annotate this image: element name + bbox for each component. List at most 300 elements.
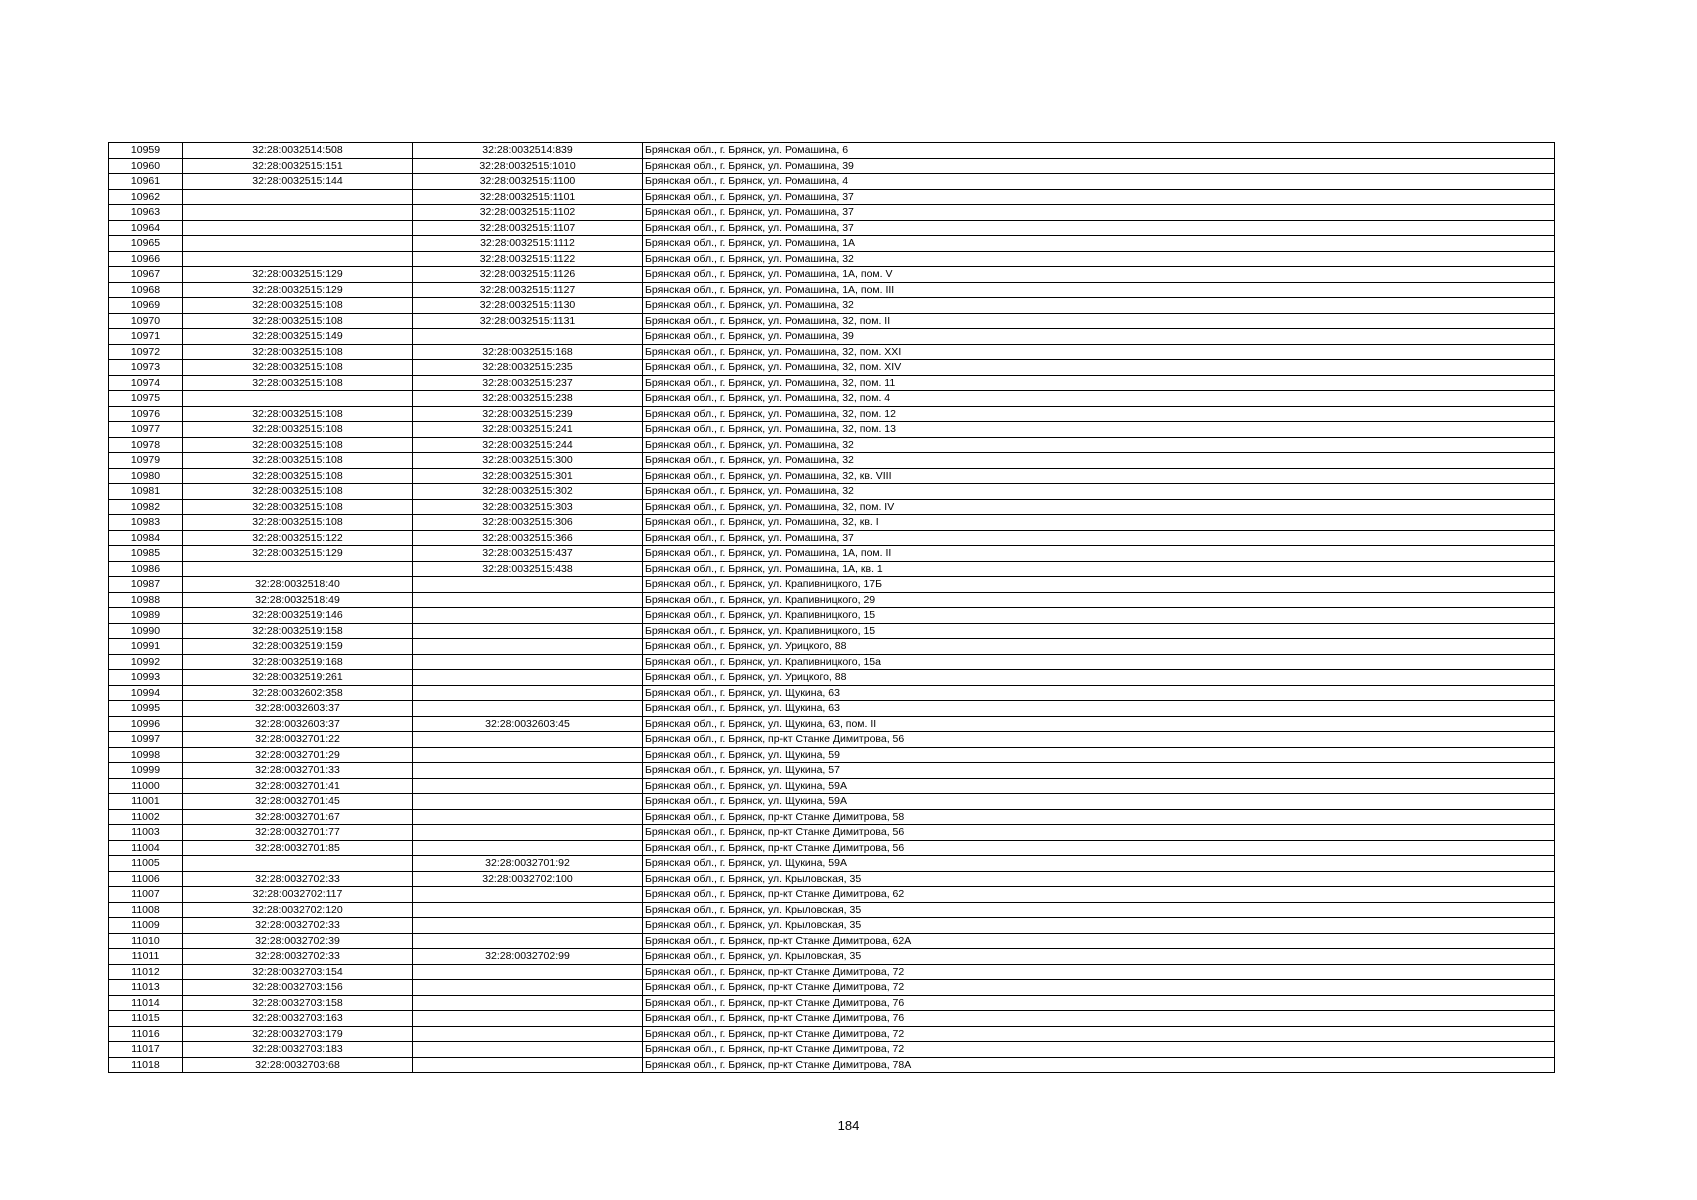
object-number-cell: 32:28:0032515:1131	[413, 313, 643, 329]
object-number-cell	[413, 887, 643, 903]
table-row	[109, 933, 1555, 949]
page-number: 184	[837, 1118, 860, 1133]
object-number-cell	[413, 747, 643, 763]
row-number-cell: 10995	[109, 701, 183, 717]
row-number-cell: 10968	[109, 282, 183, 298]
row-number-cell: 10974	[109, 375, 183, 391]
cadastral-number-cell: 32:28:0032515:108	[183, 344, 413, 360]
table-row	[109, 763, 1555, 779]
row-number-cell: 11012	[109, 964, 183, 980]
address-cell: Брянская обл., г. Брянск, ул. Ромашина, 32, пом. II	[643, 313, 1555, 329]
cadastral-number-cell: 32:28:0032602:358	[183, 685, 413, 701]
object-number-cell: 32:28:0032515:1102	[413, 205, 643, 221]
table-row	[109, 1057, 1555, 1073]
row-number-cell: 11007	[109, 887, 183, 903]
cadastral-number-cell: 32:28:0032515:108	[183, 298, 413, 314]
row-number-cell: 11009	[109, 918, 183, 934]
address-cell: Брянская обл., г. Брянск, ул. Ромашина, 39	[643, 158, 1555, 174]
cadastral-number-cell: 32:28:0032514:508	[183, 143, 413, 159]
table-row	[109, 236, 1555, 252]
table-row	[109, 825, 1555, 841]
cadastral-number-cell: 32:28:0032515:129	[183, 267, 413, 283]
row-number-cell: 11000	[109, 778, 183, 794]
object-number-cell: 32:28:0032515:168	[413, 344, 643, 360]
row-number-cell: 10979	[109, 453, 183, 469]
address-cell: Брянская обл., г. Брянск, ул. Крыловская, 35	[643, 949, 1555, 965]
address-cell: Брянская обл., г. Брянск, ул. Ромашина, 37	[643, 220, 1555, 236]
row-number-cell: 10972	[109, 344, 183, 360]
cadastral-number-cell: 32:28:0032703:68	[183, 1057, 413, 1073]
table-row	[109, 747, 1555, 763]
object-number-cell: 32:28:0032515:244	[413, 437, 643, 453]
object-number-cell	[413, 840, 643, 856]
row-number-cell: 10985	[109, 546, 183, 562]
object-number-cell	[413, 902, 643, 918]
cadastral-number-cell	[183, 856, 413, 872]
row-number-cell: 11013	[109, 980, 183, 996]
row-number-cell: 10963	[109, 205, 183, 221]
cadastral-number-cell: 32:28:0032701:67	[183, 809, 413, 825]
table-row	[109, 592, 1555, 608]
object-number-cell	[413, 809, 643, 825]
table-row	[109, 701, 1555, 717]
object-number-cell	[413, 670, 643, 686]
object-number-cell: 32:28:0032515:300	[413, 453, 643, 469]
address-cell: Брянская обл., г. Брянск, ул. Ромашина, 37	[643, 205, 1555, 221]
table-row	[109, 344, 1555, 360]
address-cell: Брянская обл., г. Брянск, ул. Ромашина, 32, пом. XIV	[643, 360, 1555, 376]
row-number-cell: 11018	[109, 1057, 183, 1073]
row-number-cell: 10988	[109, 592, 183, 608]
address-cell: Брянская обл., г. Брянск, пр-кт Станке Димитрова, 78А	[643, 1057, 1555, 1073]
row-number-cell: 11005	[109, 856, 183, 872]
table-row	[109, 995, 1555, 1011]
cadastral-number-cell	[183, 391, 413, 407]
address-cell: Брянская обл., г. Брянск, ул. Щукина, 59А	[643, 794, 1555, 810]
object-number-cell: 32:28:0032515:237	[413, 375, 643, 391]
table-row	[109, 1026, 1555, 1042]
address-cell: Брянская обл., г. Брянск, ул. Щукина, 59А	[643, 778, 1555, 794]
table-row	[109, 716, 1555, 732]
table-row	[109, 484, 1555, 500]
address-cell: Брянская обл., г. Брянск, ул. Ромашина, 1А, пом. II	[643, 546, 1555, 562]
table-row	[109, 561, 1555, 577]
cadastral-number-cell	[183, 220, 413, 236]
cadastral-number-cell: 32:28:0032703:183	[183, 1042, 413, 1058]
table-row	[109, 1011, 1555, 1027]
cadastral-number-cell: 32:28:0032519:159	[183, 639, 413, 655]
cadastral-number-cell: 32:28:0032701:22	[183, 732, 413, 748]
cadastral-number-cell: 32:28:0032519:261	[183, 670, 413, 686]
address-cell: Брянская обл., г. Брянск, ул. Ромашина, 32, пом. XXI	[643, 344, 1555, 360]
table-row	[109, 623, 1555, 639]
cadastral-number-cell: 32:28:0032515:108	[183, 453, 413, 469]
cadastral-number-cell: 32:28:0032518:40	[183, 577, 413, 593]
object-number-cell	[413, 639, 643, 655]
address-cell: Брянская обл., г. Брянск, ул. Щукина, 59	[643, 747, 1555, 763]
cadastral-number-cell: 32:28:0032519:168	[183, 654, 413, 670]
object-number-cell	[413, 980, 643, 996]
address-cell: Брянская обл., г. Брянск, ул. Ромашина, 37	[643, 189, 1555, 205]
object-number-cell	[413, 933, 643, 949]
address-cell: Брянская обл., г. Брянск, ул. Ромашина, 4	[643, 174, 1555, 190]
address-cell: Брянская обл., г. Брянск, ул. Крапивницкого, 17Б	[643, 577, 1555, 593]
row-number-cell: 10983	[109, 515, 183, 531]
table-row	[109, 608, 1555, 624]
row-number-cell: 10981	[109, 484, 183, 500]
row-number-cell: 10996	[109, 716, 183, 732]
address-cell: Брянская обл., г. Брянск, ул. Ромашина, 32, пом. IV	[643, 499, 1555, 515]
cadastral-number-cell: 32:28:0032703:179	[183, 1026, 413, 1042]
cadastral-number-cell: 32:28:0032701:85	[183, 840, 413, 856]
address-cell: Брянская обл., г. Брянск, ул. Ромашина, 32	[643, 251, 1555, 267]
table-row	[109, 174, 1555, 190]
row-number-cell: 10986	[109, 561, 183, 577]
row-number-cell: 10967	[109, 267, 183, 283]
row-number-cell: 10977	[109, 422, 183, 438]
table-row	[109, 639, 1555, 655]
object-number-cell: 32:28:0032515:1127	[413, 282, 643, 298]
object-number-cell	[413, 329, 643, 345]
object-number-cell: 32:28:0032515:1010	[413, 158, 643, 174]
cadastral-number-cell: 32:28:0032515:122	[183, 530, 413, 546]
address-cell: Брянская обл., г. Брянск, пр-кт Станке Димитрова, 72	[643, 964, 1555, 980]
table-row	[109, 189, 1555, 205]
address-cell: Брянская обл., г. Брянск, ул. Ромашина, 32	[643, 453, 1555, 469]
cadastral-number-cell: 32:28:0032703:158	[183, 995, 413, 1011]
row-number-cell: 10970	[109, 313, 183, 329]
object-number-cell: 32:28:0032603:45	[413, 716, 643, 732]
cadastral-number-cell: 32:28:0032515:108	[183, 375, 413, 391]
table-row	[109, 794, 1555, 810]
row-number-cell: 10987	[109, 577, 183, 593]
cadastral-number-cell: 32:28:0032515:144	[183, 174, 413, 190]
cadastral-number-cell: 32:28:0032703:154	[183, 964, 413, 980]
row-number-cell: 10998	[109, 747, 183, 763]
table-row	[109, 158, 1555, 174]
cadastral-number-cell: 32:28:0032515:108	[183, 422, 413, 438]
address-cell: Брянская обл., г. Брянск, пр-кт Станке Димитрова, 56	[643, 825, 1555, 841]
row-number-cell: 10965	[109, 236, 183, 252]
address-cell: Брянская обл., г. Брянск, ул. Ромашина, 32, кв. I	[643, 515, 1555, 531]
object-number-cell: 32:28:0032515:238	[413, 391, 643, 407]
row-number-cell: 10999	[109, 763, 183, 779]
cadastral-number-cell: 32:28:0032702:33	[183, 949, 413, 965]
table-row	[109, 220, 1555, 236]
table-row	[109, 468, 1555, 484]
table-row	[109, 298, 1555, 314]
object-number-cell: 32:28:0032515:303	[413, 499, 643, 515]
object-number-cell	[413, 701, 643, 717]
table-row	[109, 732, 1555, 748]
cadastral-number-cell: 32:28:0032515:108	[183, 406, 413, 422]
table-row	[109, 546, 1555, 562]
cadastral-number-cell: 32:28:0032702:117	[183, 887, 413, 903]
object-number-cell	[413, 778, 643, 794]
address-cell: Брянская обл., г. Брянск, ул. Ромашина, 1А, кв. 1	[643, 561, 1555, 577]
row-number-cell: 10990	[109, 623, 183, 639]
object-number-cell	[413, 1026, 643, 1042]
cadastral-number-cell: 32:28:0032603:37	[183, 701, 413, 717]
object-number-cell: 32:28:0032702:100	[413, 871, 643, 887]
address-cell: Брянская обл., г. Брянск, ул. Крыловская, 35	[643, 902, 1555, 918]
table-row	[109, 391, 1555, 407]
cadastral-number-cell: 32:28:0032515:108	[183, 515, 413, 531]
cadastral-number-cell: 32:28:0032515:129	[183, 546, 413, 562]
table-row	[109, 143, 1555, 159]
cadastral-number-cell: 32:28:0032515:108	[183, 468, 413, 484]
row-number-cell: 10962	[109, 189, 183, 205]
object-number-cell: 32:28:0032515:438	[413, 561, 643, 577]
address-cell: Брянская обл., г. Брянск, ул. Урицкого, 88	[643, 670, 1555, 686]
address-cell: Брянская обл., г. Брянск, пр-кт Станке Димитрова, 72	[643, 1026, 1555, 1042]
table-row	[109, 375, 1555, 391]
address-cell: Брянская обл., г. Брянск, ул. Ромашина, 37	[643, 530, 1555, 546]
row-number-cell: 10973	[109, 360, 183, 376]
address-cell: Брянская обл., г. Брянск, ул. Ромашина, 32, пом. 11	[643, 375, 1555, 391]
table-row	[109, 360, 1555, 376]
cadastral-number-cell: 32:28:0032701:77	[183, 825, 413, 841]
row-number-cell: 10980	[109, 468, 183, 484]
cadastral-number-cell: 32:28:0032515:108	[183, 484, 413, 500]
row-number-cell: 10961	[109, 174, 183, 190]
row-number-cell: 11010	[109, 933, 183, 949]
row-number-cell: 10976	[109, 406, 183, 422]
table-row	[109, 422, 1555, 438]
address-cell: Брянская обл., г. Брянск, ул. Крыловская, 35	[643, 871, 1555, 887]
object-number-cell: 32:28:0032515:437	[413, 546, 643, 562]
object-number-cell	[413, 592, 643, 608]
object-number-cell	[413, 654, 643, 670]
address-cell: Брянская обл., г. Брянск, ул. Крапивницкого, 15	[643, 608, 1555, 624]
object-number-cell	[413, 918, 643, 934]
address-cell: Брянская обл., г. Брянск, ул. Щукина, 63, пом. II	[643, 716, 1555, 732]
table-row	[109, 437, 1555, 453]
table-row	[109, 670, 1555, 686]
object-number-cell: 32:28:0032515:1107	[413, 220, 643, 236]
row-number-cell: 10966	[109, 251, 183, 267]
row-number-cell: 11001	[109, 794, 183, 810]
address-cell: Брянская обл., г. Брянск, ул. Ромашина, 32, пом. 12	[643, 406, 1555, 422]
table-row	[109, 313, 1555, 329]
cadastral-number-cell: 32:28:0032702:120	[183, 902, 413, 918]
cadastral-number-cell: 32:28:0032519:158	[183, 623, 413, 639]
address-cell: Брянская обл., г. Брянск, пр-кт Станке Димитрова, 72	[643, 1042, 1555, 1058]
object-number-cell	[413, 685, 643, 701]
address-cell: Брянская обл., г. Брянск, пр-кт Станке Димитрова, 56	[643, 732, 1555, 748]
address-cell: Брянская обл., г. Брянск, пр-кт Станке Димитрова, 62	[643, 887, 1555, 903]
address-cell: Брянская обл., г. Брянск, ул. Ромашина, 32, пом. 4	[643, 391, 1555, 407]
object-number-cell: 32:28:0032515:302	[413, 484, 643, 500]
object-number-cell: 32:28:0032515:366	[413, 530, 643, 546]
cadastral-number-cell: 32:28:0032603:37	[183, 716, 413, 732]
cadastral-number-cell: 32:28:0032701:41	[183, 778, 413, 794]
table-row	[109, 251, 1555, 267]
object-number-cell: 32:28:0032515:301	[413, 468, 643, 484]
address-cell: Брянская обл., г. Брянск, ул. Ромашина, 32, пом. 13	[643, 422, 1555, 438]
table-row	[109, 887, 1555, 903]
table-row	[109, 329, 1555, 345]
cadastral-number-cell	[183, 189, 413, 205]
row-number-cell: 10982	[109, 499, 183, 515]
row-number-cell: 10969	[109, 298, 183, 314]
object-number-cell	[413, 964, 643, 980]
address-cell: Брянская обл., г. Брянск, ул. Ромашина, 6	[643, 143, 1555, 159]
cadastral-number-cell: 32:28:0032702:33	[183, 871, 413, 887]
address-cell: Брянская обл., г. Брянск, пр-кт Станке Димитрова, 76	[643, 1011, 1555, 1027]
address-cell: Брянская обл., г. Брянск, ул. Щукина, 63	[643, 685, 1555, 701]
object-number-cell	[413, 763, 643, 779]
object-number-cell: 32:28:0032701:92	[413, 856, 643, 872]
row-number-cell: 11002	[109, 809, 183, 825]
table-row	[109, 406, 1555, 422]
table-row	[109, 856, 1555, 872]
address-cell: Брянская обл., г. Брянск, пр-кт Станке Димитрова, 56	[643, 840, 1555, 856]
table-row	[109, 654, 1555, 670]
address-cell: Брянская обл., г. Брянск, ул. Крапивницкого, 29	[643, 592, 1555, 608]
cadastral-number-cell: 32:28:0032701:29	[183, 747, 413, 763]
table-row	[109, 685, 1555, 701]
table-row	[109, 282, 1555, 298]
address-cell: Брянская обл., г. Брянск, пр-кт Станке Димитрова, 62А	[643, 933, 1555, 949]
address-cell: Брянская обл., г. Брянск, пр-кт Станке Димитрова, 72	[643, 980, 1555, 996]
object-number-cell	[413, 623, 643, 639]
table-row	[109, 778, 1555, 794]
object-number-cell: 32:28:0032515:235	[413, 360, 643, 376]
object-number-cell: 32:28:0032515:241	[413, 422, 643, 438]
address-cell: Брянская обл., г. Брянск, ул. Ромашина, 32	[643, 484, 1555, 500]
table-row	[109, 515, 1555, 531]
object-number-cell	[413, 995, 643, 1011]
row-number-cell: 10978	[109, 437, 183, 453]
row-number-cell: 10975	[109, 391, 183, 407]
table-row	[109, 1042, 1555, 1058]
table-row	[109, 964, 1555, 980]
table-row	[109, 205, 1555, 221]
cadastral-number-cell: 32:28:0032702:39	[183, 933, 413, 949]
object-number-cell: 32:28:0032515:1130	[413, 298, 643, 314]
row-number-cell: 10992	[109, 654, 183, 670]
address-cell: Брянская обл., г. Брянск, ул. Ромашина, 39	[643, 329, 1555, 345]
address-cell: Брянская обл., г. Брянск, ул. Ромашина, 1А, пом. III	[643, 282, 1555, 298]
table-row	[109, 949, 1555, 965]
object-number-cell	[413, 1042, 643, 1058]
cadastral-number-cell: 32:28:0032519:146	[183, 608, 413, 624]
row-number-cell: 10984	[109, 530, 183, 546]
table-row	[109, 980, 1555, 996]
row-number-cell: 10964	[109, 220, 183, 236]
address-cell: Брянская обл., г. Брянск, пр-кт Станке Димитрова, 76	[643, 995, 1555, 1011]
address-cell: Брянская обл., г. Брянск, ул. Крыловская, 35	[643, 918, 1555, 934]
table-row	[109, 871, 1555, 887]
row-number-cell: 10991	[109, 639, 183, 655]
cadastral-number-cell: 32:28:0032515:108	[183, 360, 413, 376]
cadastral-table	[108, 142, 1555, 1073]
cadastral-number-cell: 32:28:0032515:108	[183, 437, 413, 453]
address-cell: Брянская обл., г. Брянск, ул. Крапивницкого, 15	[643, 623, 1555, 639]
table-row	[109, 918, 1555, 934]
cadastral-number-cell: 32:28:0032703:156	[183, 980, 413, 996]
cadastral-number-cell: 32:28:0032515:129	[183, 282, 413, 298]
cadastral-number-cell	[183, 251, 413, 267]
cadastral-number-cell	[183, 205, 413, 221]
object-number-cell: 32:28:0032515:306	[413, 515, 643, 531]
object-number-cell: 32:28:0032702:99	[413, 949, 643, 965]
object-number-cell	[413, 1011, 643, 1027]
row-number-cell: 10997	[109, 732, 183, 748]
row-number-cell: 11011	[109, 949, 183, 965]
address-cell: Брянская обл., г. Брянск, ул. Ромашина, 1А, пом. V	[643, 267, 1555, 283]
object-number-cell	[413, 732, 643, 748]
object-number-cell: 32:28:0032515:1122	[413, 251, 643, 267]
cadastral-number-cell: 32:28:0032515:108	[183, 313, 413, 329]
row-number-cell: 11004	[109, 840, 183, 856]
table-row	[109, 840, 1555, 856]
object-number-cell: 32:28:0032514:839	[413, 143, 643, 159]
cadastral-number-cell: 32:28:0032515:151	[183, 158, 413, 174]
table-row	[109, 577, 1555, 593]
cadastral-number-cell: 32:28:0032702:33	[183, 918, 413, 934]
table-row	[109, 809, 1555, 825]
row-number-cell: 11017	[109, 1042, 183, 1058]
address-cell: Брянская обл., г. Брянск, ул. Ромашина, 32, кв. VIII	[643, 468, 1555, 484]
object-number-cell	[413, 1057, 643, 1073]
row-number-cell: 11006	[109, 871, 183, 887]
row-number-cell: 11003	[109, 825, 183, 841]
row-number-cell: 10989	[109, 608, 183, 624]
row-number-cell: 11008	[109, 902, 183, 918]
row-number-cell: 10994	[109, 685, 183, 701]
cadastral-number-cell: 32:28:0032515:149	[183, 329, 413, 345]
row-number-cell: 10993	[109, 670, 183, 686]
address-cell: Брянская обл., г. Брянск, ул. Урицкого, 88	[643, 639, 1555, 655]
object-number-cell	[413, 794, 643, 810]
address-cell: Брянская обл., г. Брянск, ул. Щукина, 57	[643, 763, 1555, 779]
table-row	[109, 267, 1555, 283]
table-row	[109, 453, 1555, 469]
address-cell: Брянская обл., г. Брянск, ул. Крапивницкого, 15а	[643, 654, 1555, 670]
cadastral-number-cell: 32:28:0032518:49	[183, 592, 413, 608]
address-cell: Брянская обл., г. Брянск, пр-кт Станке Димитрова, 58	[643, 809, 1555, 825]
table-row	[109, 530, 1555, 546]
object-number-cell	[413, 577, 643, 593]
object-number-cell: 32:28:0032515:1101	[413, 189, 643, 205]
row-number-cell: 11015	[109, 1011, 183, 1027]
row-number-cell: 11016	[109, 1026, 183, 1042]
row-number-cell: 10960	[109, 158, 183, 174]
address-cell: Брянская обл., г. Брянск, ул. Ромашина, 32	[643, 437, 1555, 453]
object-number-cell: 32:28:0032515:1112	[413, 236, 643, 252]
address-cell: Брянская обл., г. Брянск, ул. Ромашина, 1А	[643, 236, 1555, 252]
object-number-cell: 32:28:0032515:239	[413, 406, 643, 422]
object-number-cell	[413, 608, 643, 624]
table-row	[109, 499, 1555, 515]
address-cell: Брянская обл., г. Брянск, ул. Щукина, 59А	[643, 856, 1555, 872]
table-row	[109, 902, 1555, 918]
object-number-cell	[413, 825, 643, 841]
cadastral-number-cell: 32:28:0032701:45	[183, 794, 413, 810]
cadastral-number-cell: 32:28:0032701:33	[183, 763, 413, 779]
row-number-cell: 10971	[109, 329, 183, 345]
cadastral-number-cell	[183, 236, 413, 252]
object-number-cell: 32:28:0032515:1100	[413, 174, 643, 190]
table-body	[109, 143, 1555, 1073]
cadastral-number-cell: 32:28:0032515:108	[183, 499, 413, 515]
cadastral-number-cell: 32:28:0032703:163	[183, 1011, 413, 1027]
address-cell: Брянская обл., г. Брянск, ул. Ромашина, 32	[643, 298, 1555, 314]
address-cell: Брянская обл., г. Брянск, ул. Щукина, 63	[643, 701, 1555, 717]
object-number-cell: 32:28:0032515:1126	[413, 267, 643, 283]
